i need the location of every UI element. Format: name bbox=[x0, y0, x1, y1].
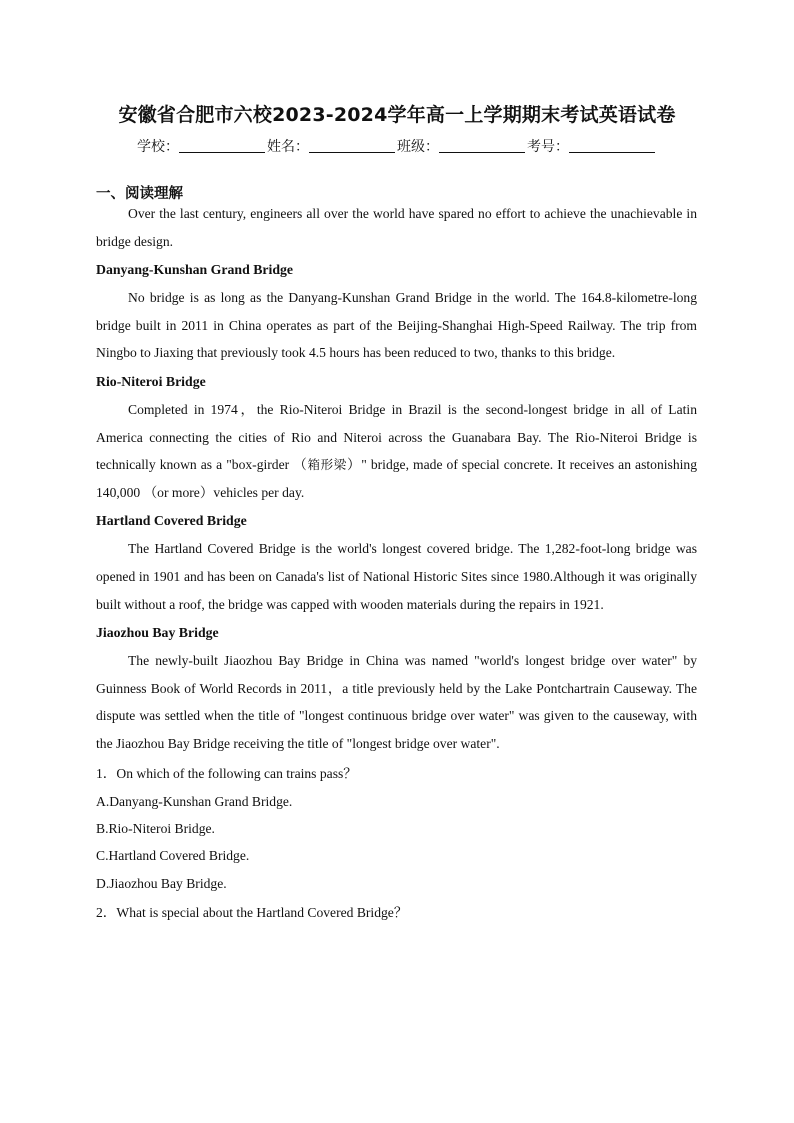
rio-text-before: Completed in 1974，the Rio-Niteroi Bridge in Brazil is the second-longest bridge in all of Latin America connecting the cities of Rio and Niteroi across the Guanabara Bay. The Rio-Niteroi Bridge is technically known as a "box-girder （ bbox=[96, 401, 697, 473]
exam-number-blank bbox=[569, 138, 655, 153]
question-1-option-a: A.Danyang-Kunshan Grand Bridge. bbox=[96, 793, 293, 809]
student-info-line bbox=[0, 136, 794, 156]
rio-text-after: ）" bridge, made of special concrete. It receives an astonishing 140,000 （or more）vehicles per day. bbox=[96, 457, 697, 500]
name-field bbox=[267, 136, 397, 156]
bridge-heading-hartland: Hartland Covered Bridge bbox=[96, 513, 247, 529]
reading-passage bbox=[96, 200, 697, 927]
bridge-paragraph-jiaozhou: The newly-built Jiaozhou Bay Bridge in China was named "world's longest bridge over water" by Guinness Book of World Records in 2011，a title previously held by the Lake Pontchartrain Causeway. The dispute was settled when the title of "longest continuous bridge over water" was given to the causeway, with the Jiaozhou Bay Bridge receiving the title of "longest bridge over water". bbox=[96, 653, 697, 751]
class-field bbox=[397, 136, 527, 156]
exam-number-label: 考号： bbox=[527, 139, 569, 155]
intro-paragraph: Over the last century, engineers all over the world have spared no effort to achieve the unachievable in bridge design. bbox=[96, 206, 697, 249]
name-blank bbox=[309, 138, 395, 153]
section-heading: 一、阅读理解 bbox=[96, 186, 183, 202]
question-2: 2．What is special about the Hartland Covered Bridge？ bbox=[96, 905, 408, 921]
page-title: 安徽省合肥市六校2023-2024学年高一上学期期末考试英语试卷 bbox=[118, 104, 676, 126]
bridge-heading-jiaozhou: Jiaozhou Bay Bridge bbox=[96, 625, 219, 641]
bridge-heading-rio: Rio-Niteroi Bridge bbox=[96, 373, 206, 389]
school-label: 学校： bbox=[137, 139, 179, 155]
rio-text-cn: 箱形梁 bbox=[307, 457, 347, 473]
bridge-heading-danyang: Danyang-Kunshan Grand Bridge bbox=[96, 262, 294, 278]
question-1-option-c: C.Hartland Covered Bridge. bbox=[96, 848, 250, 864]
class-blank bbox=[439, 138, 525, 153]
question-1: 1．On which of the following can trains pass？ bbox=[96, 765, 357, 781]
name-label: 姓名： bbox=[267, 139, 309, 155]
school-field bbox=[137, 136, 267, 156]
bridge-paragraph-rio bbox=[96, 396, 697, 506]
question-1-option-b: B.Rio-Niteroi Bridge. bbox=[96, 820, 215, 836]
school-blank bbox=[179, 138, 265, 153]
question-1-option-d: D.Jiaozhou Bay Bridge. bbox=[96, 875, 227, 891]
bridge-paragraph-hartland: The Hartland Covered Bridge is the world's longest covered bridge. The 1,282-foot-long bridge was opened in 1901 and has been on Canada's list of National Historic Sites since 1980.Although it was originally built without a roof, the bridge was capped with wooden materials during the repairs in 1921. bbox=[96, 541, 697, 612]
exam-number-field bbox=[527, 136, 657, 156]
class-label: 班级： bbox=[397, 139, 439, 155]
bridge-paragraph-danyang: No bridge is as long as the Danyang-Kunshan Grand Bridge in the world. The 164.8-kilometre-long bridge built in 2011 in China operates as part of the Beijing-Shanghai High-Speed Railway. The trip from Ningbo to Jiaxing that previously took 4.5 hours has been reduced to two, thanks to this bridge. bbox=[96, 290, 697, 361]
